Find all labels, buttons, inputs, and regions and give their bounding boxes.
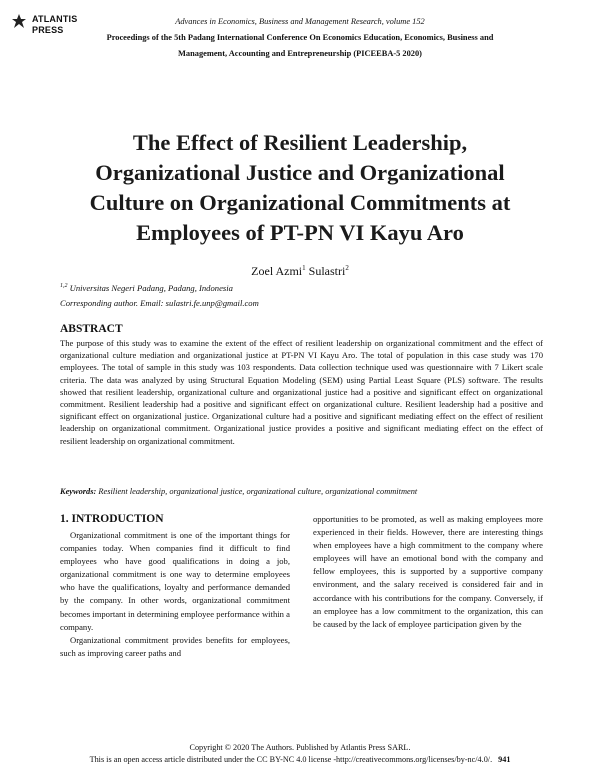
paragraph: opportunities to be promoted, as well as making employees more experienced in their fields. However, there are interesting things when employees have a high commitment to the company where employees will have an emotional bond with the company and fellow employees, this is supported by a supportive company environment, and the salary received is considered fair and in accordance with his contributions for the company. Conversely, if an employee has a low commitment to the organization, this can be caused by the lack of employee participation given by the bbox=[313, 514, 543, 629]
author-superscript: 2 bbox=[345, 264, 349, 272]
running-header bbox=[80, 14, 520, 62]
author-name: Zoel Azmi bbox=[251, 264, 303, 278]
license-text: This is an open access article distributed under the CC BY-NC 4.0 license -http://creativecommons.org/licenses/by-nc/4.0/. bbox=[89, 755, 493, 764]
keywords-label: Keywords: bbox=[60, 487, 97, 496]
title-line: Culture on Organizational Commitments at bbox=[89, 190, 511, 215]
title-line: Employees of PT-PN VI Kayu Aro bbox=[136, 220, 464, 245]
author-name: Sulastri bbox=[308, 264, 346, 278]
affiliation bbox=[60, 283, 233, 293]
keywords-text: Resilient leadership, organizational justice, organizational culture, organizational commitment bbox=[98, 487, 418, 496]
section-heading-introduction: 1. INTRODUCTION bbox=[60, 513, 164, 525]
proceedings-line-2: Management, Accounting and Entrepreneurship (PICEEBA-5 2020) bbox=[178, 49, 422, 58]
author-list bbox=[0, 264, 600, 279]
logo-text-atlantis: ATLANTIS bbox=[32, 14, 78, 24]
title-line: Organizational Justice and Organizational bbox=[95, 160, 505, 185]
atlantis-logo-icon bbox=[12, 14, 26, 28]
author-superscript: 1 bbox=[302, 264, 306, 272]
logo-text-press: PRESS bbox=[32, 25, 64, 35]
paper-title bbox=[40, 128, 560, 248]
title-line: The Effect of Resilient Leadership, bbox=[132, 130, 468, 155]
paragraph: Organizational commitment is one of the important things for companies today. When companies find it difficult to find employees who have good qualifications in doing a job, organizational commitment is one way to determine employees who have the qualifications, loyalty and performance demanded by the company. In other words, organizational commitment becomes important in determining employee performance within a company. bbox=[60, 530, 290, 632]
paragraph: Organizational commitment provides benefits for employees, such as improving career paths and bbox=[60, 634, 290, 658]
affiliation-text: Universitas Negeri Padang, Padang, Indonesia bbox=[69, 283, 233, 293]
corresponding-author: Corresponding author. Email: sulastri.fe.unp@gmail.com bbox=[60, 298, 259, 308]
series-line: Advances in Economics, Business and Management Research, volume 152 bbox=[175, 17, 425, 26]
proceedings-line-1: Proceedings of the 5th Padang International Conference On Economics Education, Economics, Business and bbox=[106, 33, 494, 42]
right-column bbox=[313, 513, 543, 631]
keywords bbox=[60, 487, 543, 496]
footer-license bbox=[0, 755, 600, 764]
left-column bbox=[60, 513, 290, 660]
footer-copyright: Copyright © 2020 The Authors. Published by Atlantis Press SARL. bbox=[189, 743, 411, 752]
page-number: 941 bbox=[498, 755, 511, 764]
abstract-body: The purpose of this study was to examine the extent of the effect of resilient leadership on organizational commitment and the effect of organizational culture mediation and organizational justice at PT-PN VI Kayu Aro. The total of population in this case study was 170 employees. The total of sample in this study was 103 respondents. Data collection technique used was questionnaire with 7 Likert scale criteria. The data was analyzed by using Structural Equation Modeling (SEM) using Partial Least Square (PLS) software. The results showed that resilient leadership, organizational culture and organizational justice had a positive and significant effect on organizational commitment. Resilient leadership had a positive and significant effect on organizational culture. Resilient leadership had a positive and significant effect on organizational justice. Organizational culture had a positive and significant mediating effect on the effect of resilient leadership on organizational commitment. Organizational justice provides a positive and significant mediating effect on the effect of resilient leadership on organizational commitment. bbox=[60, 338, 543, 446]
affiliation-superscript: 1,2 bbox=[60, 283, 68, 290]
abstract-heading: ABSTRACT bbox=[60, 323, 123, 335]
